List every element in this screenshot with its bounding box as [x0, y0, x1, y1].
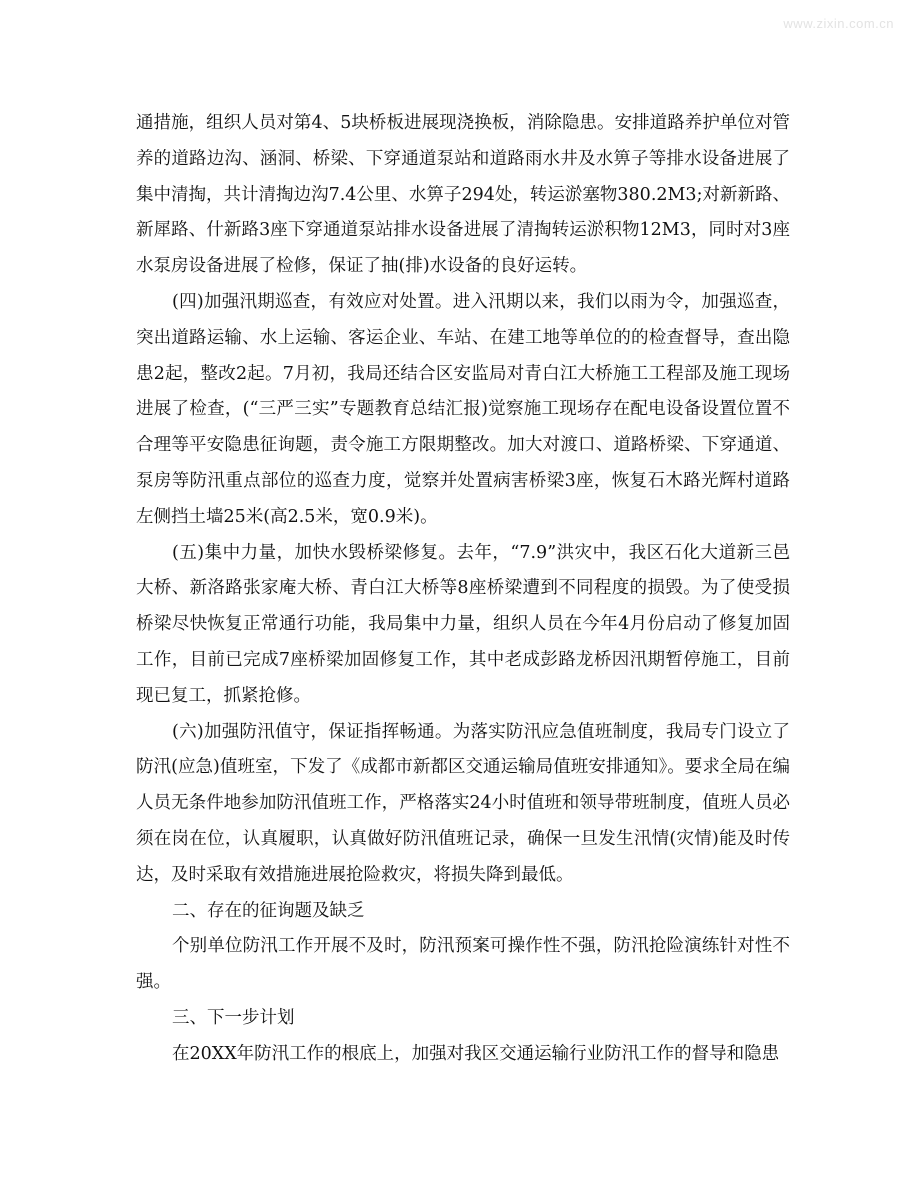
- paragraph-section-5: (五)集中力量，加快水毁桥梁修复。去年，“7.9”洪灾中，我区石化大道新三邑大桥、新洛路张家庵大桥、青白江大桥等8座桥梁遭到不同程度的损毁。为了使受损桥梁尽快恢复正常通行功能，我局集中力量，组织人员在今年4月份启动了修复加固工作，目前已完成7座桥梁加固修复工作，其中老成彭路龙桥因汛期暂停施工，目前现已复工，抓紧抢修。: [136, 542, 790, 706]
- paragraph-continuation: 通措施，组织人员对第4、5块桥板进展现浇换板，消除隐患。安排道路养护单位对管养的道路边沟、涵洞、桥梁、下穿通道泵站和道路雨水井及水箅子等排水设备进展了集中清掏，共计清掏边沟7.4公里、水箅子294处，转运淤塞物380.2M3;对新新路、新犀路、什新路3座下穿通道泵站排水设备进展了清掏转运淤积物12M3，同时对3座水泵房设备进展了检修，保证了抽(排)水设备的良好运转。: [136, 113, 790, 277]
- paragraph-problems: 个别单位防汛工作开展不及时，防汛预案可操作性不强，防汛抢险演练针对性不强。: [136, 936, 790, 993]
- document-body: [136, 106, 790, 1073]
- heading-next-plan: 三、下一步计划: [172, 1007, 295, 1028]
- paragraph-next-plan: 在20XX年防汛工作的根底上，加强对我区交通运输行业防汛工作的督导和隐患: [172, 1043, 780, 1064]
- heading-problems: 二、存在的征询题及缺乏: [172, 900, 365, 921]
- watermark: www.zixin.com.cn: [783, 16, 894, 31]
- paragraph-section-6: (六)加强防汛值守，保证指挥畅通。为落实防汛应急值班制度，我局专门设立了防汛(应急)值班室，下发了《成都市新都区交通运输局值班安排通知》。要求全局在编人员无条件地参加防汛值班工作，严格落实24小时值班和领导带班制度，值班人员必须在岗在位，认真履职，认真做好防汛值班记录，确保一旦发生汛情(灾情)能及时传达，及时采取有效措施进展抢险救灾，将损失降到最低。: [136, 721, 790, 885]
- paragraph-section-4: (四)加强汛期巡查，有效应对处置。进入汛期以来，我们以雨为令，加强巡查，突出道路运输、水上运输、客运企业、车站、在建工地等单位的的检查督导，查出隐患2起，整改2起。7月初，我局还结合区安监局对青白江大桥施工工程部及施工现场进展了检查，(“三严三实”专题教育总结汇报)觉察施工现场存在配电设备设置位置不合理等平安隐患征询题，责令施工方限期整改。加大对渡口、道路桥梁、下穿通道、泵房等防汛重点部位的巡查力度，觉察并处置病害桥梁3座，恢复石木路光辉村道路左侧挡土墙25米(高2.5米，宽0.9米)。: [136, 291, 790, 527]
